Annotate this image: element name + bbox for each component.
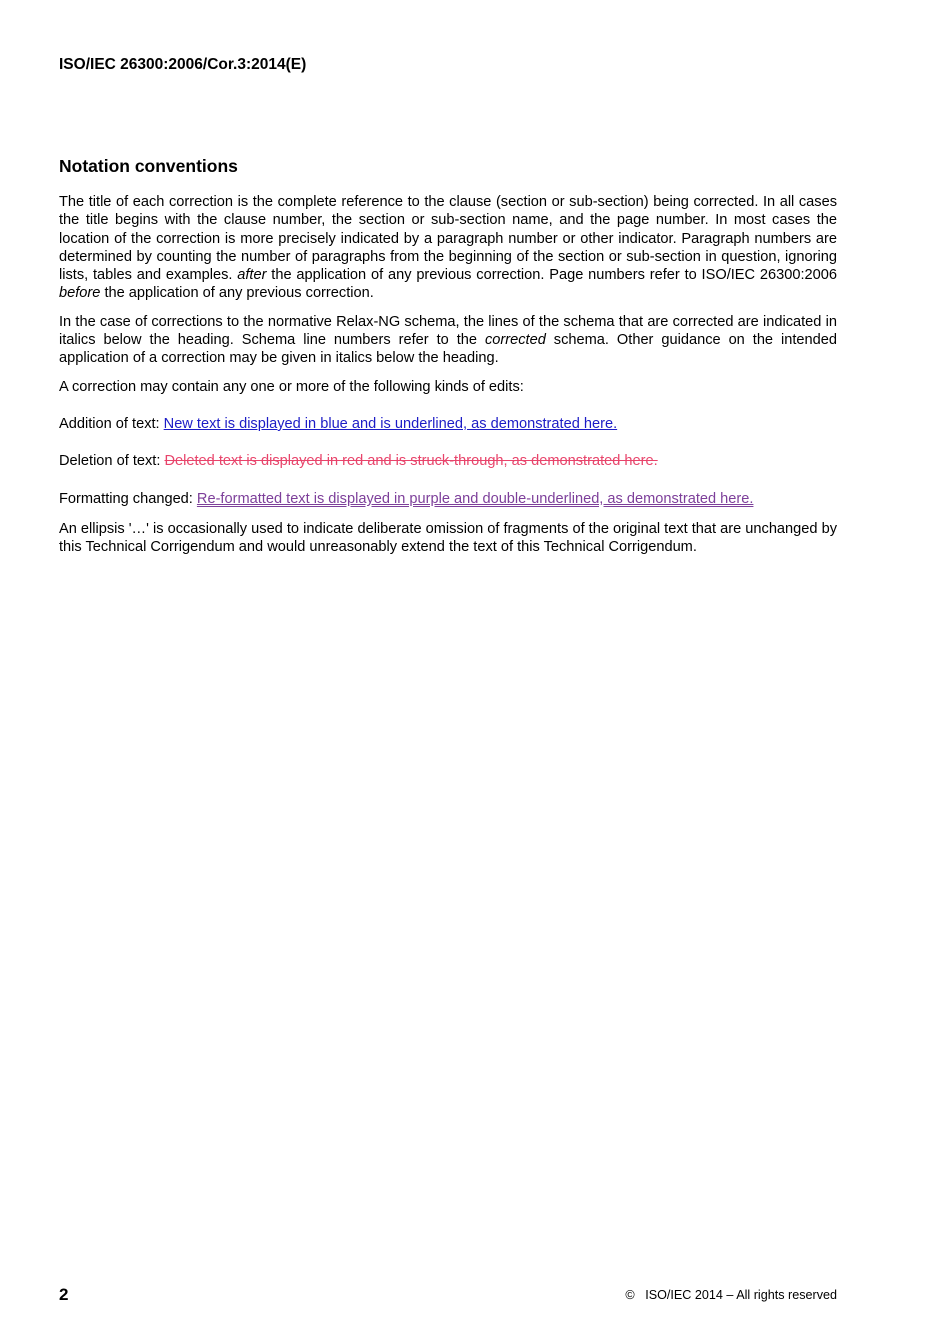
p1-text-c: the application of any previous correction. xyxy=(100,285,374,302)
p1-text-a: The title of each correction is the complete reference to the clause (section or sub-section) being corrected. In all cases the title begins with the clause number, the section or sub-section name, and the page number. In most cases the location of the correction is more precisely indicated by a paragraph number or other indicator. Paragraph numbers are determined by counting the number of paragraphs from the beginning of the section or sub-section in question, ignoring lists, tables and examples. xyxy=(59,194,837,284)
deletion-example-line xyxy=(59,452,837,470)
document-id-header: ISO/IEC 26300:2006/Cor.3:2014(E) xyxy=(59,56,307,73)
formatting-example: Re-formatted text is displayed in purple and double-underlined, as demonstrated here. xyxy=(196,490,754,507)
addition-example-line xyxy=(59,415,837,433)
paragraph-ellipsis: An ellipsis '…' is occasionally used to indicate deliberate omission of fragments of the original text that are unchanged by this Technical Corrigendum and would unreasonably extend the text of this Technical Corrigendum. xyxy=(59,520,837,556)
formatting-example-line xyxy=(59,490,837,508)
deletion-label: Deletion of text: xyxy=(59,453,165,470)
paragraph-schema-corrections xyxy=(59,313,837,368)
p1-text-b: the application of any previous correction. Page numbers refer to ISO/IEC 26300:2006 xyxy=(266,267,837,284)
p2-text-b: schema. Other guidance on the intended application of a correction may be given in italics below the heading. xyxy=(59,332,838,367)
addition-example: New text is displayed in blue and is underlined, as demonstrated here. xyxy=(163,415,618,432)
p2-emphasis-corrected: corrected xyxy=(485,332,546,349)
p1-emphasis-before: before xyxy=(59,285,101,302)
p1-emphasis-after: after xyxy=(237,267,267,284)
page-number: 2 xyxy=(59,1285,69,1304)
p2-text-a: In the case of corrections to the normative Relax-NG schema, the lines of the schema that are corrected are indicated in italics below the heading. Schema line numbers refer to the xyxy=(59,313,837,349)
paragraph-edit-kinds-intro: A correction may contain any one or more of the following kinds of edits: xyxy=(59,378,524,395)
section-title: Notation conventions xyxy=(59,156,238,176)
paragraph-correction-titles xyxy=(59,193,837,303)
copyright-notice: © ISO/IEC 2014 – All rights reserved xyxy=(625,1288,837,1302)
addition-label: Addition of text: xyxy=(59,415,164,432)
notation-conventions-section xyxy=(59,155,837,566)
formatting-label: Formatting changed: xyxy=(59,490,197,507)
deletion-example: Deleted text is displayed in red and is struck-through, as demonstrated here. xyxy=(164,453,658,470)
